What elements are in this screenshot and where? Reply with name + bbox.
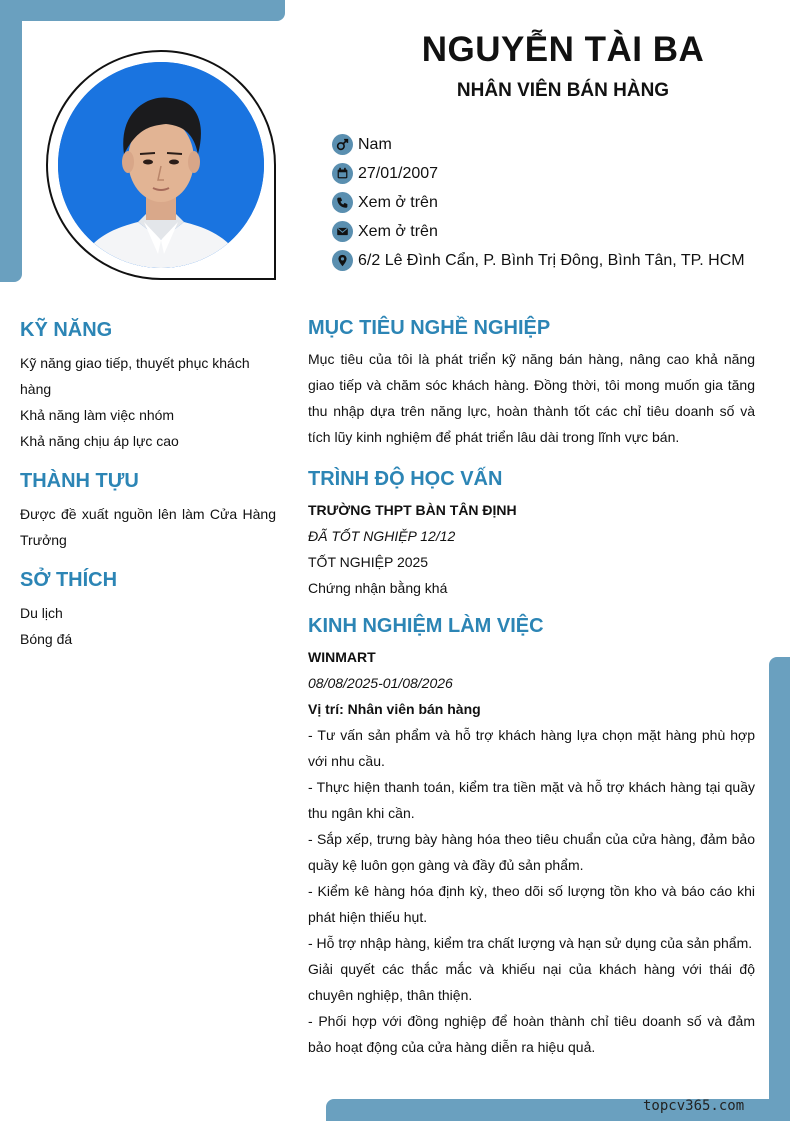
hobbies-title: SỞ THÍCH xyxy=(20,569,118,591)
gender-icon xyxy=(332,134,353,155)
experience-duty: - Sắp xếp, trưng bày hàng hóa theo tiêu chuẩn của cửa hàng, đảm bảo quầy kệ luôn gọn gàng và đầy đủ sản phẩm. xyxy=(308,831,755,873)
experience-block xyxy=(308,644,755,1060)
skill-item: Kỹ năng giao tiếp, thuyết phục khách hàng xyxy=(20,355,250,397)
experience-duty: - Tư vấn sản phẩm và hỗ trợ khách hàng lựa chọn mặt hàng phù hợp với nhu cầu. xyxy=(308,727,755,769)
phone-icon xyxy=(332,192,353,213)
email-icon xyxy=(332,221,353,242)
candidate-position: NHÂN VIÊN BÁN HÀNG xyxy=(456,80,670,101)
education-title: TRÌNH ĐỘ HỌC VẤN xyxy=(308,468,503,490)
avatar-frame xyxy=(46,50,276,280)
skill-item: Khả năng làm việc nhóm xyxy=(20,407,175,423)
watermark: topcv365.com xyxy=(643,1098,745,1114)
skills-title: KỸ NĂNG xyxy=(20,319,113,341)
calendar-icon xyxy=(332,163,353,184)
candidate-name: NGUYỄN TÀI BA xyxy=(421,30,705,69)
contact-address xyxy=(332,246,745,275)
experience-duty: - Thực hiện thanh toán, kiểm tra tiền mặt và hỗ trợ khách hàng tại quầy thu ngân khi cần. xyxy=(308,779,755,821)
hobby-item: Bóng đá xyxy=(20,631,73,647)
objective-title: MỤC TIÊU NGHỀ NGHIỆP xyxy=(308,317,551,339)
experience-period: 08/08/2025-01/08/2026 xyxy=(308,675,453,691)
skill-item: Khả năng chịu áp lực cao xyxy=(20,433,179,449)
contact-birthday xyxy=(332,159,745,188)
contact-gender-value: Nam xyxy=(358,135,392,153)
education-block xyxy=(308,497,755,601)
location-icon xyxy=(332,250,353,271)
experience-duty: - Hỗ trợ nhập hàng, kiểm tra chất lượng và hạn sử dụng của sản phẩm. xyxy=(308,935,753,951)
education-graduation: TỐT NGHIỆP 2025 xyxy=(308,554,429,570)
contact-birthday-value: 27/01/2007 xyxy=(358,164,439,182)
achievement-item: Được đề xuất nguồn lên làm Cửa Hàng Trưởng xyxy=(20,506,276,548)
objective-text: Mục tiêu của tôi là phát triển kỹ năng bán hàng, nâng cao khả năng giao tiếp và chăm sóc khách hàng. Đồng thời, tôi mong muốn gia tăng thu nhập dựa trên năng lực, hoàn thành tốt các chỉ tiêu doanh số và tích lũy kinh nghiệm để phát triển lâu dài trong lĩnh vực bán. xyxy=(308,351,755,445)
education-certificate: Chứng nhận bằng khá xyxy=(308,580,448,596)
experience-duty: - Kiểm kê hàng hóa định kỳ, theo dõi số lượng tồn kho và báo cáo khi phát hiện thiếu hụt. xyxy=(308,883,755,925)
contact-email xyxy=(332,217,745,246)
decor-bar-left xyxy=(0,0,22,282)
contact-phone-value: Xem ở trên xyxy=(358,193,438,211)
experience-title: KINH NGHIỆM LÀM VIỆC xyxy=(308,615,544,637)
achievements-list xyxy=(20,501,276,553)
experience-company: WINMART xyxy=(308,649,376,665)
hobbies-list xyxy=(20,600,276,652)
contact-email-value: Xem ở trên xyxy=(358,222,438,240)
hobby-item: Du lịch xyxy=(20,605,63,621)
experience-duty: Giải quyết các thắc mắc và khiếu nại của khách hàng với thái độ chuyên nghiệp, thân thiện. xyxy=(308,961,755,1003)
avatar-portrait xyxy=(58,62,264,268)
contact-gender xyxy=(332,130,745,159)
experience-role: Vị trí: Nhân viên bán hàng xyxy=(308,701,481,717)
contact-address-value: 6/2 Lê Đình Cẩn, P. Bình Trị Đông, Bình Tân, TP. HCM xyxy=(358,251,745,269)
contact-phone xyxy=(332,188,745,217)
contact-list xyxy=(332,130,745,275)
skills-list xyxy=(20,350,260,454)
decor-bar-right xyxy=(769,657,790,1121)
achievements-title: THÀNH TỰU xyxy=(20,470,139,492)
decor-bar-top xyxy=(0,0,285,21)
education-status: ĐÃ TỐT NGHIỆP 12/12 xyxy=(308,528,456,544)
education-school: TRƯỜNG THPT BÀN TÂN ĐỊNH xyxy=(308,502,517,518)
experience-duty: - Phối hợp với đồng nghiệp để hoàn thành chỉ tiêu doanh số và đảm bảo hoạt động của cửa hàng diễn ra hiệu quả. xyxy=(308,1013,755,1055)
avatar xyxy=(58,62,264,268)
